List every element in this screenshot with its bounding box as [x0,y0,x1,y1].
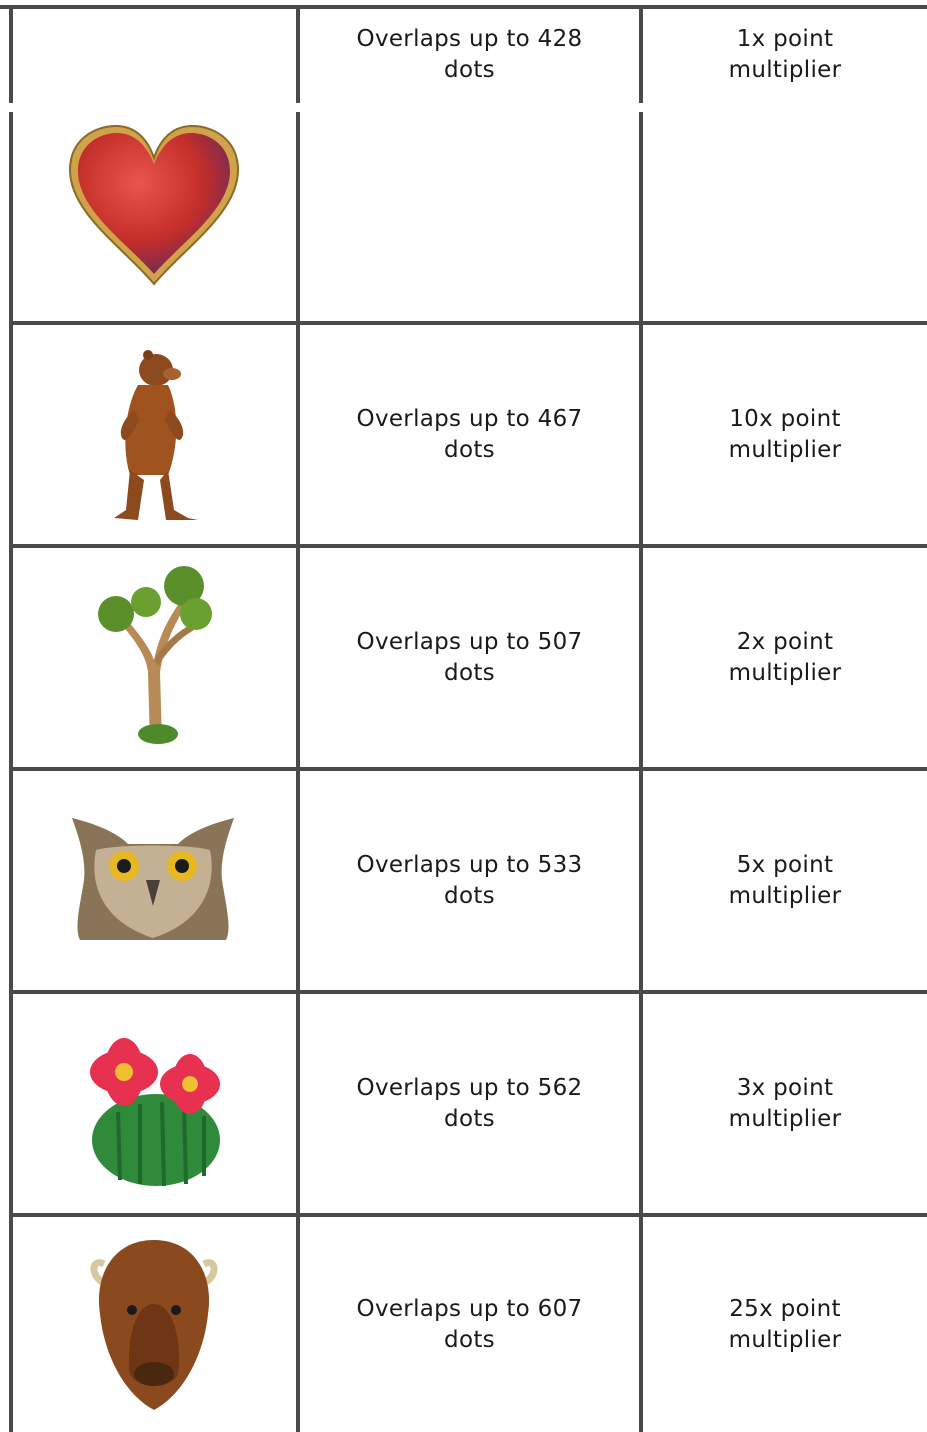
overlap-line: dots [444,882,495,909]
overlap-line: Overlaps up to 562 [356,1074,583,1101]
multiplier-line: multiplier [728,882,842,909]
overlap-line: dots [444,436,495,463]
owl-icon [66,810,240,944]
table-row [300,325,639,544]
multiplier-cell [643,994,927,1213]
cactus-flower-icon [80,1012,230,1190]
overlap-text [357,24,583,86]
multiplier-cell [643,548,927,767]
multiplier-text [729,1294,842,1356]
overlap-text [357,1294,583,1356]
joshua-tree-icon [88,562,218,747]
overlap-line: dots [444,57,495,83]
overlap-text [357,627,583,689]
multiplier-cell [643,15,927,95]
overlap-text [357,404,583,466]
overlap-line: Overlaps up to 428 [356,26,583,52]
multiplier-text [729,1073,842,1135]
table-row [300,771,639,990]
multiplier-cell [643,771,927,990]
multiplier-text [729,850,842,912]
overlap-line: Overlaps up to 533 [356,851,583,878]
multiplier-line: multiplier [728,57,842,83]
multiplier-line: multiplier [728,1105,842,1132]
bison-icon [84,1234,224,1414]
multiplier-line: 25x point [729,1295,841,1322]
bear-icon [108,340,198,525]
overlap-line: Overlaps up to 467 [356,405,583,432]
multiplier-text [729,24,842,86]
multiplier-line: 3x point [736,1074,834,1101]
multiplier-line: 10x point [729,405,841,432]
overlap-text [357,850,583,912]
overlap-line: Overlaps up to 607 [356,1295,583,1322]
multiplier-text [729,627,842,689]
multiplier-text [729,404,842,466]
overlap-line: dots [444,659,495,686]
col-border-left [9,5,13,103]
multiplier-line: multiplier [728,1326,842,1353]
overlap-text [357,1073,583,1135]
heart-icon [64,118,244,290]
multiplier-line: multiplier [728,659,842,686]
table-row [300,15,639,95]
multiplier-line: 2x point [736,628,834,655]
multiplier-line: 5x point [736,851,834,878]
multiplier-line: multiplier [728,436,842,463]
table-row [300,994,639,1213]
multiplier-cell [643,1217,927,1432]
table-row [300,548,639,767]
overlap-line: dots [444,1105,495,1132]
multiplier-cell [643,325,927,544]
table-row [300,1217,639,1432]
multiplier-line: 1x point [736,26,834,52]
col-border-left [9,112,13,1432]
overlap-line: Overlaps up to 507 [356,628,583,655]
table-border-top [0,5,927,9]
overlap-line: dots [444,1326,495,1353]
